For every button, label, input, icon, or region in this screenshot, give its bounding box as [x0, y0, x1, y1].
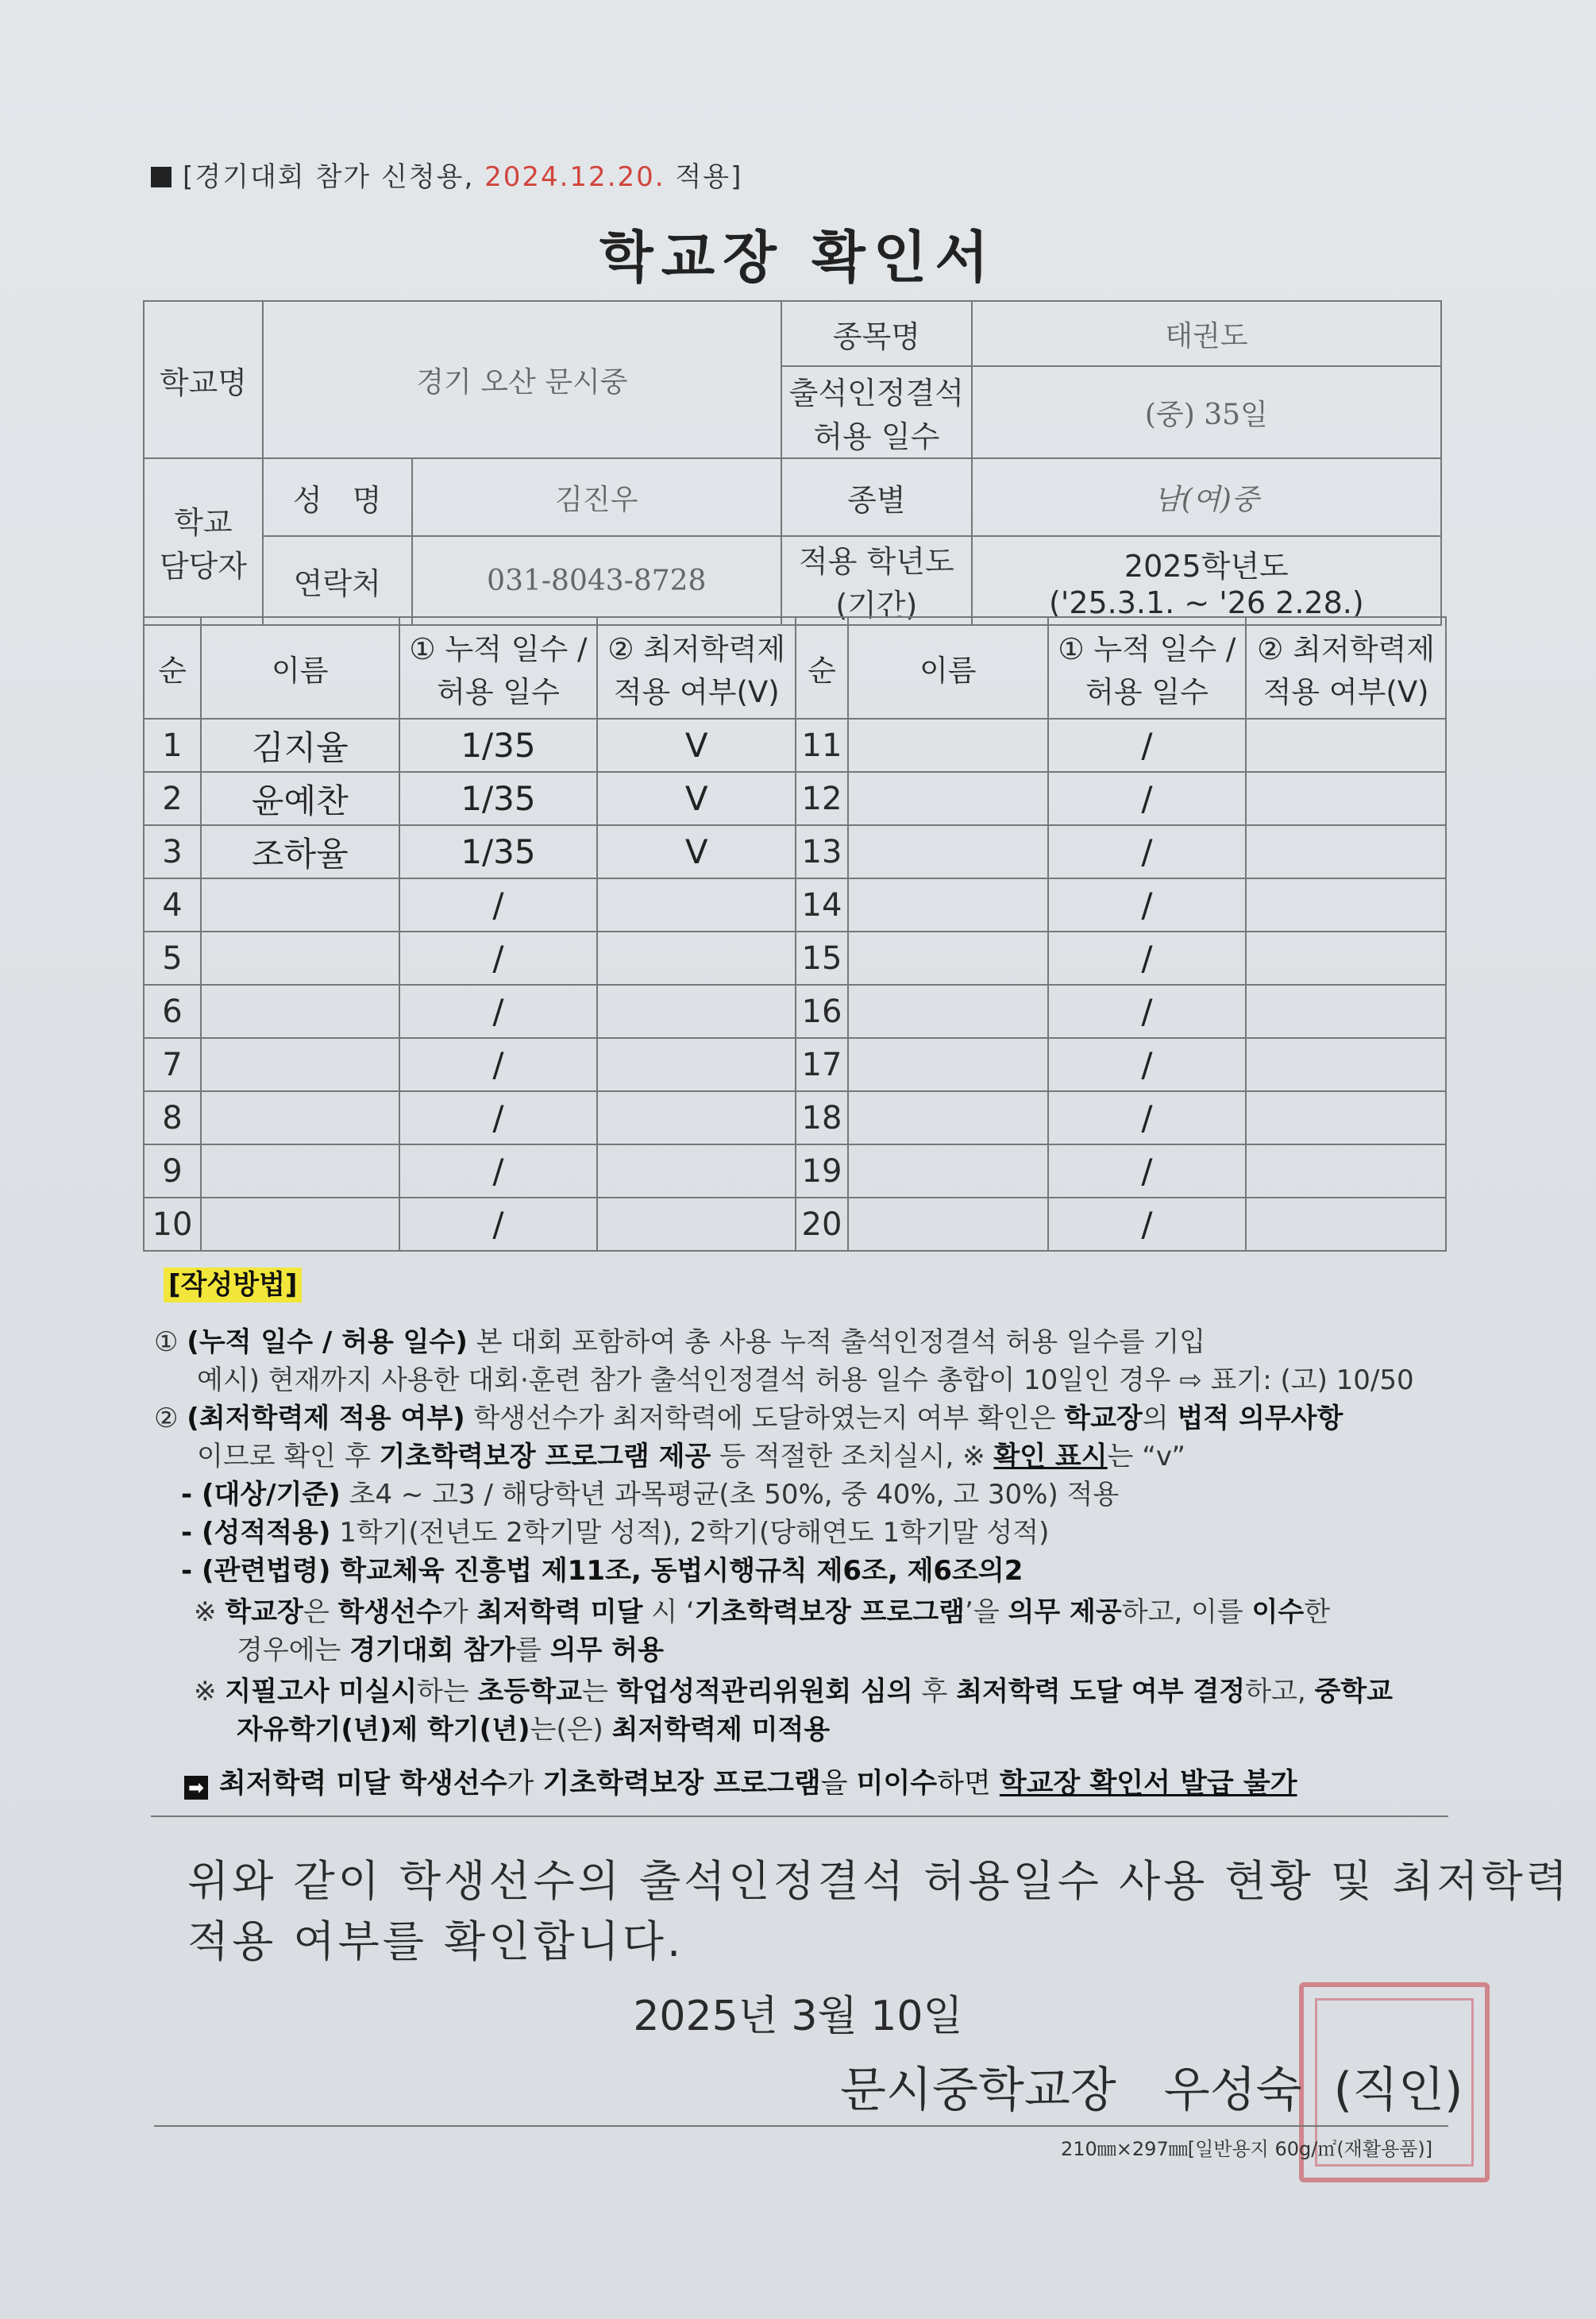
row-check	[1246, 1198, 1446, 1251]
square-bullet-icon	[151, 167, 172, 187]
row-seq: 11	[796, 719, 848, 772]
note-2-l2-b: 자유학기(년)제 학기(년)	[237, 1714, 530, 1746]
row-check	[1246, 878, 1446, 932]
header-days-right-line1: ① 누적 일수 /	[1058, 632, 1236, 666]
row-seq: 3	[144, 825, 201, 878]
row-seq: 14	[796, 878, 848, 932]
row-days: /	[1048, 878, 1247, 932]
row-days: /	[1048, 1038, 1247, 1091]
row-name	[848, 878, 1048, 932]
row-check	[1246, 932, 1446, 985]
note-1-e: 시 ‘	[642, 1596, 695, 1628]
row-name	[848, 932, 1048, 985]
note-2-d: 는	[581, 1676, 617, 1707]
note-2-b1: 지필고사 미실시	[225, 1676, 418, 1707]
row-days: /	[399, 1038, 598, 1091]
row-seq: 17	[796, 1038, 848, 1091]
row-check	[597, 878, 796, 932]
note-1-h: 한	[1304, 1596, 1331, 1628]
method-final-note	[184, 1761, 1297, 1801]
manager-label	[144, 458, 263, 625]
header-seq-right: 순	[796, 617, 848, 719]
method-heading	[164, 1263, 302, 1302]
row-name	[201, 878, 399, 932]
row-days: /	[1048, 1198, 1247, 1251]
sub-1-bold: - (대상/기준)	[181, 1479, 341, 1511]
divider-top	[151, 1815, 1448, 1817]
row-check	[597, 985, 796, 1038]
table-row	[144, 985, 1446, 1038]
row-days: 1/35	[399, 825, 598, 878]
row-check	[597, 1144, 796, 1198]
final-c: 기초학력보장 프로그램	[542, 1768, 821, 1800]
paper-size-note: 210㎜×297㎜[일반용지 60g/㎡(재활용품)]	[1061, 2138, 1433, 2160]
sub-1-text: 초4 ~ 고3 / 해당학년 과목평균(초 50%, 중 40%, 고 30%) 적용	[340, 1479, 1120, 1511]
row-seq: 2	[144, 772, 201, 825]
method-note-2	[194, 1669, 1393, 1708]
note-1-b6: 이수	[1251, 1596, 1305, 1628]
table-row	[144, 932, 1446, 985]
row-days: /	[399, 985, 598, 1038]
table-row	[144, 1091, 1446, 1144]
row-name: 조하율	[201, 825, 399, 878]
row-seq: 20	[796, 1198, 848, 1251]
contact-value: 031-8043-8728	[412, 536, 781, 625]
item-2-bold-principal: 학교장	[1064, 1403, 1143, 1434]
row-name	[848, 1144, 1048, 1198]
row-check	[1246, 1091, 1446, 1144]
header-min-right	[1246, 617, 1446, 719]
gender-label: 종별	[781, 458, 972, 536]
note-1-l2-b: 경기대회 참가	[349, 1634, 516, 1666]
note-1-b5: 의무 제공	[1008, 1596, 1122, 1628]
row-days: /	[399, 878, 598, 932]
method-heading-text: [작성방법]	[164, 1268, 302, 1302]
item-2-line2-bold: 기초학력보장 프로그램 제공	[379, 1441, 711, 1472]
item-2-text-a: 학생선수가 최저학력에 도달하였는지 여부 확인은	[465, 1403, 1065, 1434]
name-value: 김진우	[412, 458, 781, 536]
row-name	[848, 825, 1048, 878]
row-days: /	[399, 1144, 598, 1198]
statement-line-1: 위와 같이 학생선수의 출석인정결석 허용일수 사용 현황 및 최저학력	[187, 1856, 1571, 1906]
header-note	[151, 155, 742, 194]
row-name	[848, 1091, 1048, 1144]
note-2-b2: 초등학교	[477, 1676, 582, 1707]
row-seq: 8	[144, 1091, 201, 1144]
table-row	[144, 772, 1446, 825]
roster-body	[144, 719, 1446, 1251]
header-note-suffix: 적용]	[665, 161, 743, 193]
note-2-e: 후	[912, 1676, 957, 1707]
row-name	[201, 932, 399, 985]
row-check	[597, 1198, 796, 1251]
header-days-left	[399, 617, 598, 719]
page-title: 학교장 확인서	[599, 225, 997, 290]
method-note-1-line2	[237, 1628, 664, 1667]
row-check	[1246, 1144, 1446, 1198]
year-label-line1: 적용 학년도	[799, 544, 954, 579]
item-2-line2-underline: 확인 표시	[993, 1441, 1108, 1472]
row-check	[597, 1038, 796, 1091]
note-1-d: 가	[441, 1596, 477, 1628]
table-row	[144, 1198, 1446, 1251]
header-min-left	[597, 617, 796, 719]
item-2-mark: ②	[154, 1403, 179, 1434]
allow-days-label-line1: 출석인정결석	[788, 376, 964, 411]
row-seq: 4	[144, 878, 201, 932]
note-1-l2-a: 경우에는	[237, 1634, 350, 1666]
row-name	[848, 1198, 1048, 1251]
issue-date: 2025년 3월 10일	[633, 1993, 963, 2040]
final-e: 미이수	[856, 1768, 938, 1800]
row-name	[201, 1198, 399, 1251]
row-check	[1246, 985, 1446, 1038]
year-value	[972, 536, 1441, 625]
note-1-b2: 학생선수	[337, 1596, 442, 1628]
row-seq: 5	[144, 932, 201, 985]
item-1-bold: (누적 일수 / 허용 일수)	[187, 1326, 468, 1358]
row-name: 김지율	[201, 719, 399, 772]
allow-days-label	[781, 366, 972, 458]
contact-label: 연락처	[263, 536, 412, 625]
method-item-2-line2	[197, 1434, 1185, 1473]
row-seq: 16	[796, 985, 848, 1038]
row-check	[1246, 772, 1446, 825]
row-seq: 18	[796, 1091, 848, 1144]
note-1-g: 하고, 이를	[1121, 1596, 1252, 1628]
note-2-l2-c: 는(은)	[530, 1714, 612, 1746]
school-value: 경기 오산 문시중	[263, 301, 781, 458]
sub-2-bold: - (성적적용)	[181, 1517, 331, 1549]
row-check: V	[597, 772, 796, 825]
row-check	[1246, 825, 1446, 878]
header-days-right-line2: 허용 일수	[1085, 675, 1209, 709]
header-days-left-line2: 허용 일수	[437, 675, 560, 709]
row-check	[1246, 1038, 1446, 1091]
item-2-bold: (최저학력제 적용 여부)	[187, 1403, 465, 1434]
method-sub-2	[181, 1511, 1049, 1549]
allow-days-value: (중) 35일	[972, 366, 1441, 458]
header-seq-left: 순	[144, 617, 201, 719]
header-days-left-line1: ① 누적 일수 /	[409, 632, 588, 666]
sub-2-text: 1학기(전년도 2학기말 성적), 2학기(당해연도 1학기말 성적)	[330, 1517, 1050, 1549]
item-2-line2-a: 이므로 확인 후	[197, 1441, 380, 1472]
item-2-line2-e: 는 “v”	[1107, 1441, 1186, 1472]
row-days: /	[1048, 1144, 1247, 1198]
row-seq: 10	[144, 1198, 201, 1251]
note-2-a: ※	[194, 1676, 226, 1707]
method-note-1	[194, 1590, 1330, 1629]
note-1-c: 은	[303, 1596, 338, 1628]
final-a: 최저학력 미달 학생선수	[219, 1768, 507, 1800]
note-1-b4: 기초학력보장 프로그램	[694, 1596, 966, 1628]
row-days: /	[399, 932, 598, 985]
item-1-text: 본 대회 포함하여 총 사용 누적 출석인정결석 허용 일수를 기입	[467, 1326, 1206, 1358]
info-table	[143, 300, 1442, 626]
year-label-line2: (기간)	[835, 588, 918, 623]
header-name-left: 이름	[201, 617, 399, 719]
row-check: V	[597, 719, 796, 772]
table-row	[144, 825, 1446, 878]
table-row	[144, 878, 1446, 932]
note-1-a: ※	[194, 1596, 226, 1628]
row-days: /	[399, 1091, 598, 1144]
note-1-l2-c: 를	[515, 1634, 550, 1666]
note-2-l2-d: 최저학력제 미적용	[611, 1714, 831, 1746]
row-check	[1246, 719, 1446, 772]
row-days: /	[1048, 1091, 1247, 1144]
method-sub-3: - (관련법령) 학교체육 진흥법 제11조, 동법시행규칙 제6조, 제6조의2	[181, 1555, 1024, 1587]
header-note-date: 2024.12.20.	[484, 161, 665, 193]
statement-line-2: 적용 여부를 확인합니다.	[187, 1916, 684, 1966]
row-days: /	[1048, 772, 1247, 825]
row-name: 윤예찬	[201, 772, 399, 825]
final-d: 을	[820, 1768, 857, 1800]
row-name	[848, 719, 1048, 772]
row-name	[848, 1038, 1048, 1091]
divider-bottom	[154, 2125, 1448, 2127]
note-1-b1: 학교장	[225, 1596, 303, 1628]
note-2-f: 하고,	[1245, 1676, 1315, 1707]
sport-label: 종목명	[781, 301, 972, 366]
header-min-right-line1: ② 최저학력제	[1257, 632, 1435, 666]
row-name	[201, 985, 399, 1038]
row-days: 1/35	[399, 719, 598, 772]
header-min-right-line2: 적용 여부(V)	[1263, 675, 1429, 709]
row-seq: 12	[796, 772, 848, 825]
item-2-text-b: 의	[1142, 1403, 1178, 1434]
row-check	[597, 932, 796, 985]
row-days: /	[399, 1198, 598, 1251]
row-days: /	[1048, 825, 1247, 878]
note-2-b3: 학업성적관리위원회 심의	[616, 1676, 913, 1707]
year-value-line1: 2025학년도	[1124, 548, 1289, 584]
item-2-line2-c: 등 적절한 조치실시, ※	[711, 1441, 994, 1472]
row-seq: 7	[144, 1038, 201, 1091]
row-check: V	[597, 825, 796, 878]
method-note-2-line2	[237, 1707, 830, 1746]
manager-label-line2: 담당자	[159, 549, 247, 584]
row-seq: 13	[796, 825, 848, 878]
arrow-box-icon: ➡	[184, 1776, 208, 1800]
year-value-line2: ('25.3.1. ~ '26 2.28.)	[1049, 585, 1364, 620]
sport-value: 태권도	[972, 301, 1441, 366]
row-days: 1/35	[399, 772, 598, 825]
note-2-b4: 최저학력 도달 여부 결정	[956, 1676, 1246, 1707]
row-name	[201, 1091, 399, 1144]
roster-header-row	[144, 617, 1446, 719]
final-g: 학교장 확인서 발급 불가	[999, 1768, 1297, 1800]
row-check	[597, 1091, 796, 1144]
table-row	[144, 1038, 1446, 1091]
roster-table	[143, 616, 1447, 1252]
table-row	[144, 1144, 1446, 1198]
item-2-bold-legal: 법적 의무사항	[1177, 1403, 1343, 1434]
row-name	[848, 772, 1048, 825]
row-seq: 19	[796, 1144, 848, 1198]
table-row	[144, 719, 1446, 772]
note-1-l2-d: 의무 허용	[549, 1634, 664, 1666]
note-1-f: ’을	[965, 1596, 1008, 1628]
row-name	[201, 1038, 399, 1091]
method-item-1-example: 예시) 현재까지 사용한 대회·훈련 참가 출석인정결석 허용 일수 총합이 10일인 경우 ⇨ 표기: (고) 10/50	[197, 1364, 1414, 1396]
row-name	[201, 1144, 399, 1198]
row-days: /	[1048, 932, 1247, 985]
note-2-b5: 중학교	[1314, 1676, 1393, 1707]
school-label: 학교명	[144, 301, 263, 458]
allow-days-label-line2: 허용 일수	[813, 419, 940, 454]
manager-label-line1: 학교	[174, 505, 233, 540]
row-seq: 15	[796, 932, 848, 985]
final-f: 하면	[937, 1768, 1000, 1800]
row-seq: 9	[144, 1144, 201, 1198]
row-days: /	[1048, 719, 1247, 772]
header-name-right: 이름	[848, 617, 1048, 719]
header-days-right	[1048, 617, 1247, 719]
method-sub-1	[181, 1472, 1119, 1511]
row-name	[848, 985, 1048, 1038]
note-2-c: 하는	[417, 1676, 478, 1707]
row-seq: 1	[144, 719, 201, 772]
method-item-1	[154, 1320, 1205, 1359]
note-1-b3: 최저학력 미달	[476, 1596, 643, 1628]
item-1-mark: ①	[154, 1326, 179, 1358]
year-label	[781, 536, 972, 625]
header-min-left-line1: ② 최저학력제	[607, 632, 785, 666]
row-days: /	[1048, 985, 1247, 1038]
header-note-prefix: [경기대회 참가 신청용,	[183, 161, 485, 193]
signer	[840, 2052, 1463, 2120]
row-seq: 6	[144, 985, 201, 1038]
method-item-2	[154, 1396, 1343, 1435]
signer-name: 문시중학교장 우성숙	[840, 2062, 1302, 2118]
signer-seal-label: (직인)	[1333, 2062, 1463, 2118]
header-min-left-line2: 적용 여부(V)	[613, 675, 780, 709]
gender-value: 남(여)중	[972, 458, 1441, 536]
final-b: 가	[507, 1768, 543, 1800]
name-label: 성 명	[263, 458, 412, 536]
